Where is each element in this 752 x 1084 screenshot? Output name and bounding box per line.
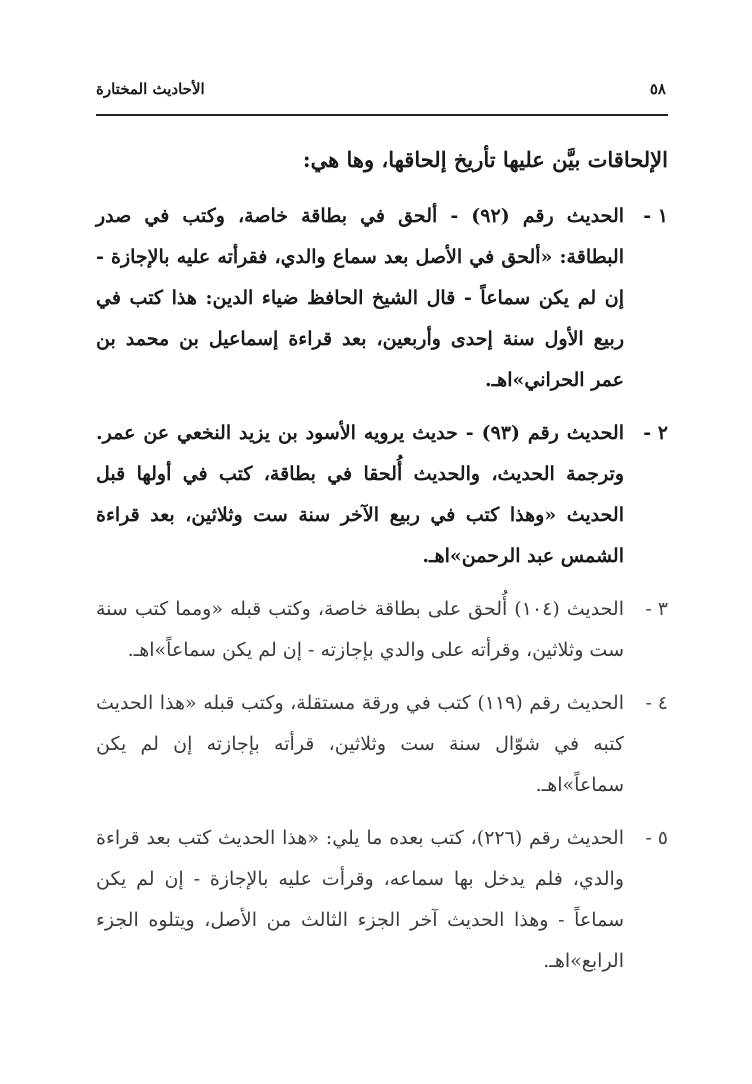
item-text: الحديث رقم (١١٩) كتب في ورقة مستقلة، وكتب قبله «هذا الحديث كتبه في شوّال سنة ست وثلاثين، قرأته بإجازته إن لم يكن سماعاً»اهـ. [96, 692, 624, 796]
list-item [96, 589, 668, 671]
ilhaq-list [96, 196, 668, 994]
book-title: الأحاديث المختارة [96, 80, 205, 98]
item-text: الحديث رقم (٩٢) - ألحق في بطاقة خاصة، وكتب في صدر البطاقة: «ألحق في الأصل بعد سماع والدي، فقرأته عليه بالإجازة - إن لم يكن سماعاً - قال الشيخ الحافظ ضياء الدين: هذا كتب في ربيع الأول سنة إحدى وأربعين، بعد قراءة إسماعيل بن محمد بن عمر الحراني»اهـ. [96, 205, 625, 391]
list-item [96, 818, 668, 982]
intro-paragraph: الإلحاقات بيَّن عليها تأريخ إلحاقها، وها هي: [302, 147, 668, 172]
item-text: الحديث رقم (٩٣) - حديث يرويه الأسود بن يزيد النخعي عن عمر. وترجمة الحديث، والحديث أُلحقا في بطاقة، كتب في أولها قبل الحديث «وهذا كتب في ربيع الآخر سنة ست وثلاثين، بعد قراءة الشمس عبد الرحمن»اهـ. [96, 422, 624, 567]
page-number: ٥٨ [649, 80, 666, 98]
list-item [96, 196, 668, 401]
item-number: ١ - [643, 205, 668, 227]
item-number: ٤ - [645, 692, 668, 714]
item-number: ٥ - [645, 827, 668, 849]
item-text: الحديث رقم (٢٢٦)، كتب بعده ما يلي: «هذا الحديث كتب بعد قراءة والدي، فلم يدخل بها سماعه، وقرأت عليه بالإجازة - إن لم يكن سماعاً - وهذا الحديث آخر الجزء الثالث من الأصل، ويتلوه الجزء الرابع»اهـ. [96, 827, 624, 972]
list-item [96, 683, 668, 806]
item-text: الحديث (١٠٤) أُلحق على بطاقة خاصة، وكتب قبله «ومما كتب سنة ست وثلاثين، وقرأته على والدي بإجازته - إن لم يكن سماعاً»اهـ. [96, 598, 625, 661]
header-divider [96, 114, 668, 116]
item-number: ٢ - [643, 422, 668, 444]
item-number: ٣ - [645, 598, 668, 620]
running-header [96, 76, 666, 102]
list-item [96, 413, 668, 577]
